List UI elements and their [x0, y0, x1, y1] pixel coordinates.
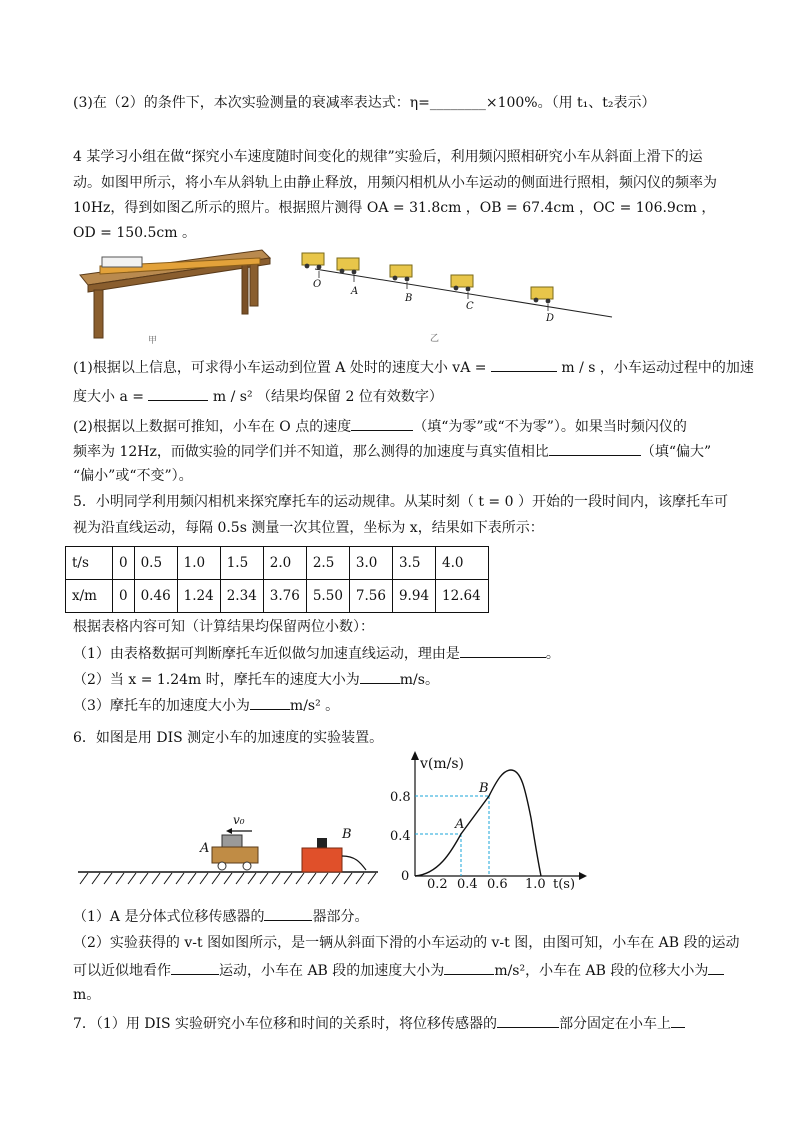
- figure-jia-label: 甲: [148, 336, 158, 345]
- table-cell: 3.76: [263, 580, 306, 613]
- table-cell: 1.5: [220, 547, 263, 580]
- p5-line2: 视为沿直线运动，每隔 0.5s 测量一次其位置，坐标为 x，结果如下表所示：: [73, 520, 544, 536]
- table-cell: 2.5: [306, 547, 349, 580]
- table-cell: 1.24: [177, 580, 220, 613]
- point-B: B: [405, 293, 413, 304]
- v0-label: v₀: [233, 813, 245, 827]
- p6-q1: （1）A 是分体式位移传感器的 器部分。: [73, 906, 368, 927]
- p4-sub2-line3: “偏小”或“不变”）。: [73, 468, 193, 484]
- p4-sub2-line1: (2)根据以上数据可推知，小车在 O 点的速度 （填“为零”或“不为零”）。如果当时频闪仪的: [73, 416, 687, 437]
- p4-sub2-line2: 频率为 12Hz，而做实验的同学们并不知道，那么测得的加速度与真实值相比 （填“偏大”: [73, 441, 711, 462]
- p4-line4: OD = 150.5cm 。: [73, 225, 196, 241]
- table-cell: t/s: [66, 547, 113, 580]
- table-cell: 0: [113, 547, 135, 580]
- p5-line3: 根据表格内容可知（计算结果均保留两位小数）：: [73, 619, 374, 635]
- p5-q3: （3）摩托车的加速度大小为 m/s² 。: [73, 695, 339, 716]
- q3-line: (3)在（2）的条件下，本次实验测量的衰减率表达式：η=________×100%。（用 t₁、t₂表示）: [73, 95, 656, 111]
- p4-sub1-line1: (1)根据以上信息，可求得小车运动到位置 A 处时的速度大小 vA = m / s ，小车运动过程中的加速: [73, 357, 754, 378]
- table-cell: 0.46: [134, 580, 177, 613]
- table-cell: 0: [113, 580, 135, 613]
- vt-graph: [385, 748, 595, 898]
- point-A: A: [351, 286, 359, 297]
- point-C: C: [466, 301, 474, 312]
- p4-sub1-line2: 度大小 a = m / s² （结果均保留 2 位有效数字）: [73, 386, 443, 407]
- point-O: O: [313, 279, 322, 290]
- dis-apparatus-figure: [70, 800, 390, 890]
- p4-line2: 动。如图甲所示，将小车从斜轨上由静止释放，用频闪相机从小车运动的侧面进行照相，频闪仪的频率为: [73, 175, 717, 191]
- p6-line1: 6．如图是用 DIS 测定小车的加速度的实验装置。: [73, 730, 384, 746]
- table-cell: 0.5: [134, 547, 177, 580]
- x-tick: 0.6: [487, 877, 508, 892]
- figure-yi: [290, 245, 620, 345]
- table-cell: 9.94: [392, 580, 435, 613]
- p6-q2-line2: 可以近似地看作 运动，小车在 AB 段的加速度大小为 m/s²，小车在 AB 段的位移大小为: [73, 960, 724, 981]
- sensor-b-label: B: [342, 827, 352, 842]
- p4-line1: 4 某学习小组在做“探究小车速度随时间变化的规律”实验后，利用频闪照相研究小车从斜面上滑下的运: [73, 149, 703, 165]
- table-cell: 7.56: [349, 580, 392, 613]
- graph-point-b: B: [479, 781, 489, 796]
- p6-q2-line1: （2）实验获得的 v-t 图如图所示，是一辆从斜面下滑的小车运动的 v-t 图，由图可知，小车在 AB 段的运动: [73, 935, 740, 951]
- table-cell: 12.64: [436, 580, 489, 613]
- x-tick: 1.0: [525, 877, 546, 892]
- table-row: [66, 580, 489, 613]
- x-tick: 0.4: [457, 877, 478, 892]
- p7-line1: 7．（1）用 DIS 实验研究小车位移和时间的关系时，将位移传感器的 部分固定在小车上: [73, 1013, 685, 1034]
- table-cell: 4.0: [436, 547, 489, 580]
- y-axis-label: v(m/s): [420, 756, 465, 772]
- p6-q2-line3: m。: [73, 987, 101, 1003]
- x-tick: 0.2: [427, 877, 448, 892]
- p5-q1: （1）由表格数据可判断摩托车近似做匀加速直线运动，理由是 。: [73, 643, 560, 664]
- table-cell: x/m: [66, 580, 113, 613]
- table-cell: 3.0: [349, 547, 392, 580]
- point-D: D: [546, 313, 555, 324]
- cart-a-label: A: [200, 841, 210, 856]
- table-cell: 5.50: [306, 580, 349, 613]
- data-table: [65, 546, 489, 613]
- table-cell: 2.34: [220, 580, 263, 613]
- graph-point-a: A: [455, 817, 465, 832]
- x-axis-label: t(s): [553, 877, 576, 892]
- table-cell: 2.0: [263, 547, 306, 580]
- y-tick: 0: [401, 869, 410, 884]
- p5-line1: 5．小明同学利用频闪相机来探究摩托车的运动规律。从某时刻（ t = 0 ）开始的一段时间内，该摩托车可: [73, 494, 728, 510]
- y-tick: 0.4: [390, 829, 411, 844]
- p5-q2: （2）当 x = 1.24m 时，摩托车的速度大小为 m/s。: [73, 669, 439, 690]
- figure-yi-label: 乙: [430, 334, 440, 344]
- table-cell: 1.0: [177, 547, 220, 580]
- figure-jia: [70, 240, 280, 345]
- p4-line3: 10Hz，得到如图乙所示的照片。根据照片测得 OA = 31.8cm ，OB = 67.4cm ，OC = 106.9cm ，: [73, 200, 716, 216]
- y-tick: 0.8: [390, 790, 411, 805]
- table-row: [66, 547, 489, 580]
- table-cell: 3.5: [392, 547, 435, 580]
